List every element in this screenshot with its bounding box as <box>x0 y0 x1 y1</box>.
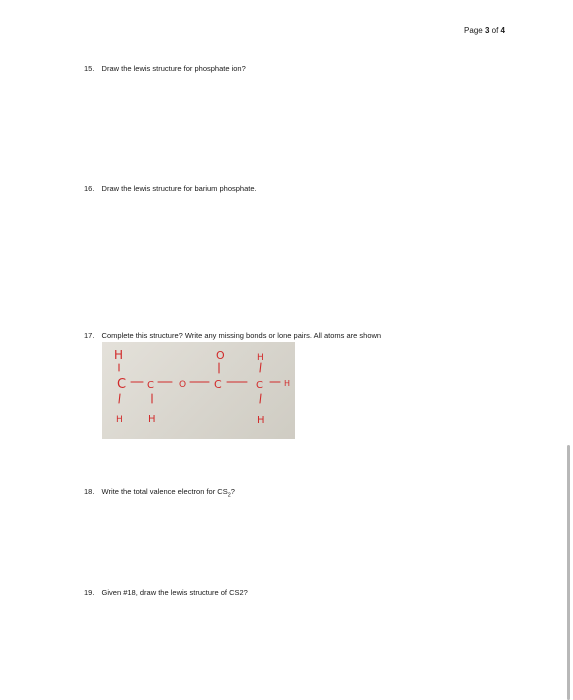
question-text: Given #18, draw the lewis structure of CS2? <box>101 588 248 597</box>
question-text: Draw the lewis structure for phosphate ion? <box>101 64 246 73</box>
question-number: 16. <box>84 184 95 193</box>
question-17 <box>84 331 381 340</box>
question-15 <box>84 64 246 73</box>
question-19 <box>84 588 248 597</box>
page-of: of <box>491 26 499 35</box>
question-number: 18. <box>84 487 95 496</box>
page-prefix: Page <box>464 26 483 35</box>
atom-h-bottom-left: H <box>116 415 123 425</box>
page-total: 4 <box>500 26 505 35</box>
question-18 <box>84 487 235 499</box>
atom-h-bottom-right: H <box>257 415 265 426</box>
structure-drawing <box>102 342 295 439</box>
page-current: 3 <box>484 26 490 35</box>
atom-h-right: H <box>284 379 291 388</box>
atom-h-top-right: H <box>257 353 264 363</box>
vertical-scrollbar[interactable] <box>567 445 570 700</box>
page-number <box>464 26 505 35</box>
atom-h-bottom-second: H <box>148 414 156 425</box>
atom-c3: C <box>214 378 222 391</box>
question-number: 17. <box>84 331 95 340</box>
atom-o-middle: O <box>179 380 187 390</box>
atom-o-top: O <box>216 349 225 362</box>
atom-c4: C <box>256 380 263 391</box>
question-number: 19. <box>84 588 95 597</box>
structure-photo <box>102 342 295 439</box>
question-number: 15. <box>84 64 95 73</box>
question-text: Complete this structure? Write any missing bonds or lone pairs. All atoms are shown <box>101 331 382 340</box>
question-text: Write the total valence electron for CS <box>101 487 228 496</box>
atom-c1: C <box>117 377 127 392</box>
question-subscript: 2 <box>227 492 231 499</box>
question-text: Draw the lewis structure for barium phosphate. <box>101 184 257 193</box>
atom-c2: C <box>147 380 154 391</box>
atom-h-top-left: H <box>114 348 124 362</box>
question-text-end: ? <box>230 487 235 496</box>
question-16 <box>84 184 257 193</box>
